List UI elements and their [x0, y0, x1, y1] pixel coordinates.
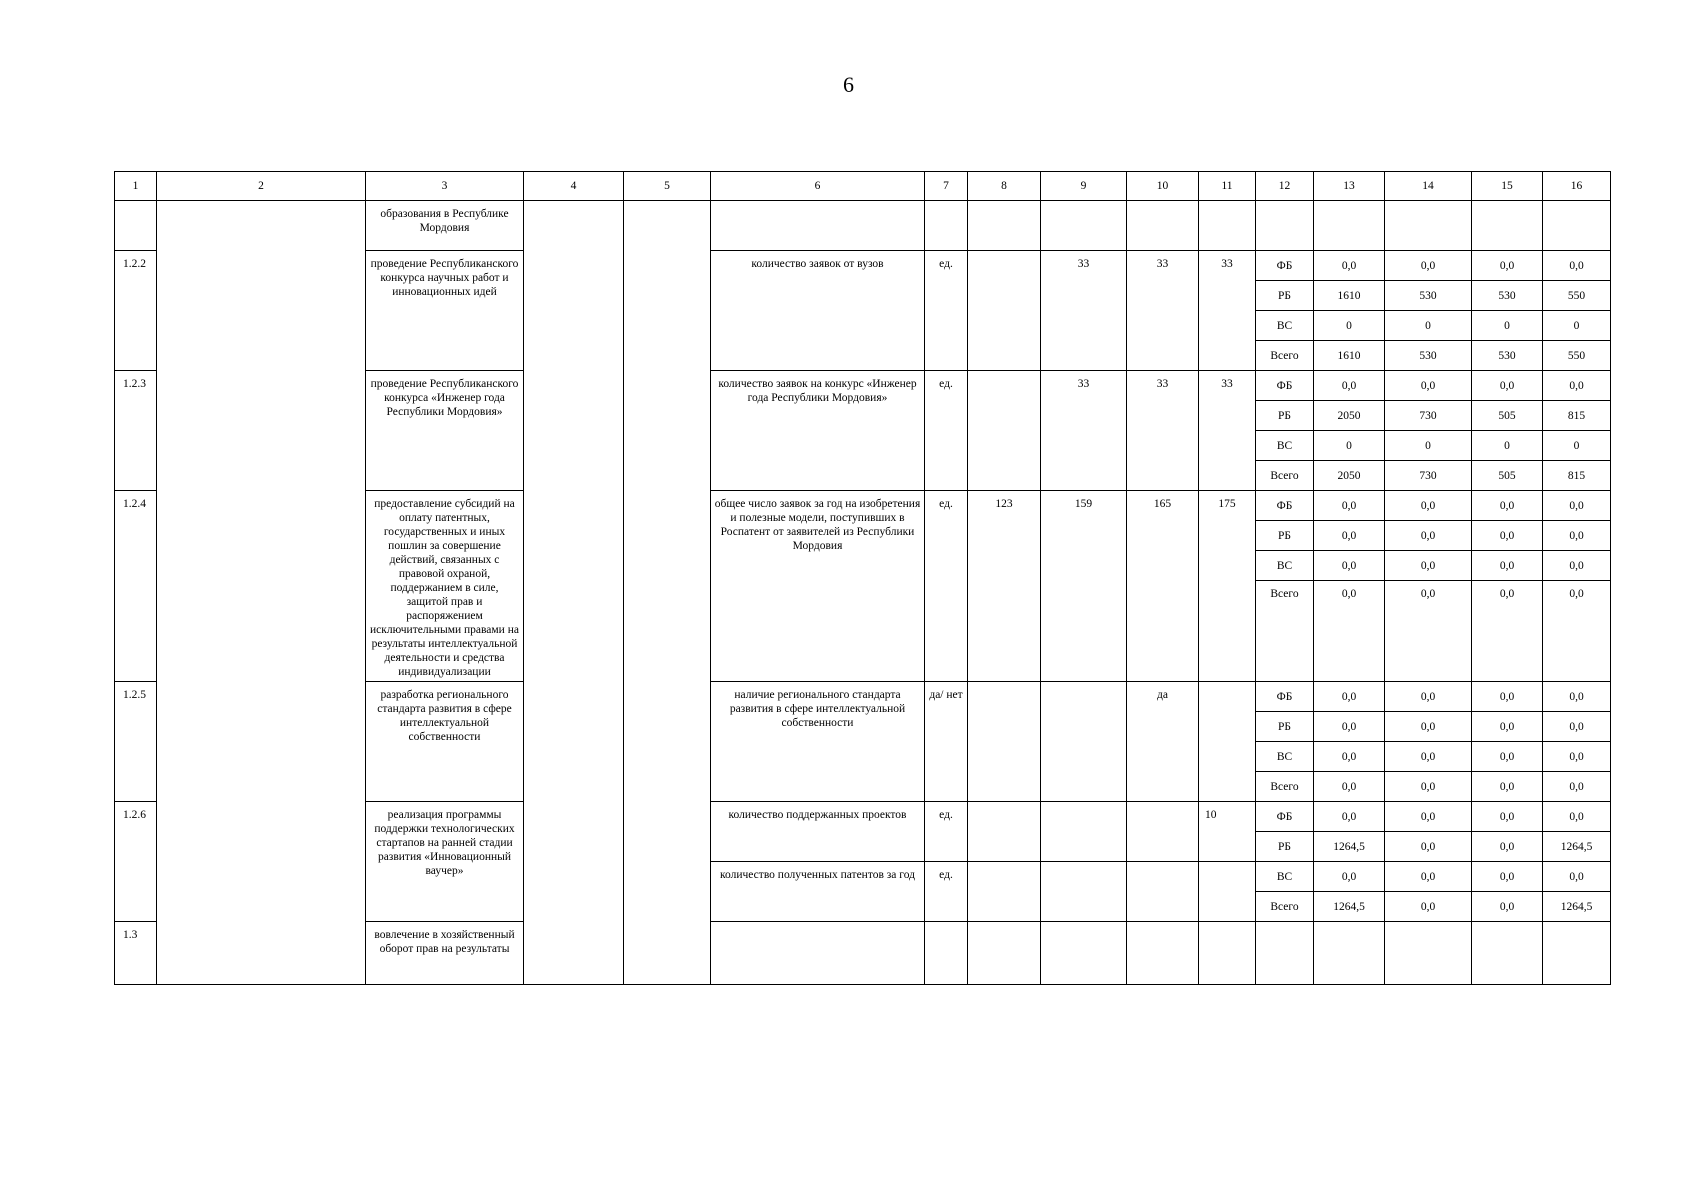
column-header: 6 [711, 172, 925, 201]
value-cell [1127, 862, 1199, 922]
value-cell: 159 [1041, 491, 1127, 682]
funding-value: 0,0 [1543, 862, 1611, 892]
value-cell: 33 [1199, 251, 1256, 371]
funding-source: РБ [1256, 521, 1314, 551]
funding-value: 0,0 [1543, 491, 1611, 521]
funding-value: 0,0 [1543, 581, 1611, 682]
funding-source: РБ [1256, 281, 1314, 311]
funding-value: 0 [1385, 431, 1472, 461]
funding-value: 0,0 [1385, 682, 1472, 712]
column-header: 9 [1041, 172, 1127, 201]
row-number: 1.2.3 [115, 371, 157, 491]
value-cell [1199, 862, 1256, 922]
funding-value: 0,0 [1385, 251, 1472, 281]
funding-source: ФБ [1256, 802, 1314, 832]
column-header: 13 [1314, 172, 1385, 201]
event-cell: разработка регионального стандарта развития в сфере интеллектуальной собственности [366, 682, 524, 802]
column-header: 4 [524, 172, 624, 201]
column-header: 16 [1543, 172, 1611, 201]
funding-source: ВС [1256, 431, 1314, 461]
unit-cell: да/ нет [925, 682, 968, 802]
funding-value: 0,0 [1385, 581, 1472, 682]
funding-value: 0,0 [1472, 862, 1543, 892]
column-header: 5 [624, 172, 711, 201]
funding-value: 0,0 [1314, 862, 1385, 892]
funding-value: 0,0 [1472, 892, 1543, 922]
funding-source: РБ [1256, 401, 1314, 431]
value-cell [1199, 682, 1256, 802]
funding-value: 0,0 [1385, 862, 1472, 892]
funding-source: ВС [1256, 551, 1314, 581]
funding-value: 0,0 [1543, 772, 1611, 802]
funding-value: 530 [1385, 281, 1472, 311]
funding-value: 0,0 [1385, 521, 1472, 551]
row-number: 1.2.2 [115, 251, 157, 371]
funding-value: 0,0 [1385, 491, 1472, 521]
funding-value: 0,0 [1385, 712, 1472, 742]
funding-value: 0,0 [1314, 682, 1385, 712]
funding-value: 0,0 [1543, 712, 1611, 742]
event-cell: проведение Республиканского конкурса научных работ и инновационных идей [366, 251, 524, 371]
funding-value: 530 [1472, 341, 1543, 371]
funding-value: 0,0 [1314, 742, 1385, 772]
row-number: 1.2.5 [115, 682, 157, 802]
goal-cell [157, 201, 366, 985]
funding-value: 0,0 [1314, 772, 1385, 802]
value-cell [968, 682, 1041, 802]
funding-value: 0,0 [1472, 581, 1543, 682]
row-number-cell [115, 201, 157, 251]
value-cell [968, 862, 1041, 922]
event-cell: реализация программы поддержки технологических стартапов на ранней стадии развития «Инновационный ваучер» [366, 802, 524, 922]
funding-value: 2050 [1314, 461, 1385, 491]
funding-value: 0 [1314, 311, 1385, 341]
funding-value: 530 [1385, 341, 1472, 371]
funding-source: РБ [1256, 712, 1314, 742]
column-header: 8 [968, 172, 1041, 201]
funding-value: 0,0 [1385, 371, 1472, 401]
funding-value: 0,0 [1543, 551, 1611, 581]
funding-source: ВС [1256, 311, 1314, 341]
indicator-cell: количество полученных патентов за год [711, 862, 925, 922]
row-number: 1.2.6 [115, 802, 157, 922]
unit-cell: ед. [925, 371, 968, 491]
funding-value: 730 [1385, 461, 1472, 491]
funding-value: 0,0 [1472, 772, 1543, 802]
funding-value: 815 [1543, 461, 1611, 491]
funding-value: 815 [1543, 401, 1611, 431]
period-cell [624, 201, 711, 985]
funding-value: 0,0 [1314, 551, 1385, 581]
indicator-cell: количество поддержанных проектов [711, 802, 925, 862]
funding-value: 0,0 [1385, 551, 1472, 581]
event-cell: предоставление субсидий на оплату патентных, государственных и иных пошлин за совершение действий, связанных с правовой охраной, поддержанием в силе, защитой прав и распоряжением исключительными правами на результаты интеллектуальной деятельности и средства индивидуализации [366, 491, 524, 682]
funding-value: 0,0 [1314, 521, 1385, 551]
funding-value: 0 [1314, 431, 1385, 461]
indicator-cell: количество заявок от вузов [711, 251, 925, 371]
funding-value: 0,0 [1314, 802, 1385, 832]
event-cell: проведение Республиканского конкурса «Инженер года Республики Мордовия» [366, 371, 524, 491]
value-cell: 175 [1199, 491, 1256, 682]
column-header: 14 [1385, 172, 1472, 201]
funding-source: Всего [1256, 461, 1314, 491]
funding-source: ФБ [1256, 682, 1314, 712]
value-cell [1041, 682, 1127, 802]
funding-value: 0,0 [1472, 521, 1543, 551]
column-header: 2 [157, 172, 366, 201]
value-cell: 123 [968, 491, 1041, 682]
column-header: 15 [1472, 172, 1543, 201]
funding-value: 0,0 [1472, 682, 1543, 712]
funding-value: 1610 [1314, 281, 1385, 311]
funding-value: 0,0 [1314, 251, 1385, 281]
value-cell: 33 [1041, 371, 1127, 491]
responsible-cell [524, 201, 624, 985]
funding-source: ФБ [1256, 251, 1314, 281]
funding-value: 550 [1543, 341, 1611, 371]
funding-value: 0,0 [1543, 521, 1611, 551]
column-header: 12 [1256, 172, 1314, 201]
value-cell [1127, 802, 1199, 862]
funding-source: ФБ [1256, 371, 1314, 401]
funding-value: 0,0 [1472, 742, 1543, 772]
event-cell: вовлечение в хозяйственный оборот прав на результаты [366, 922, 524, 985]
funding-value: 0,0 [1314, 712, 1385, 742]
unit-cell: ед. [925, 251, 968, 371]
event-cell: образования в Республике Мордовия [366, 201, 524, 251]
value-cell: 33 [1127, 371, 1199, 491]
unit-cell: ед. [925, 862, 968, 922]
column-header: 1 [115, 172, 157, 201]
funding-source: Всего [1256, 892, 1314, 922]
funding-value: 1264,5 [1543, 832, 1611, 862]
funding-value: 0,0 [1385, 742, 1472, 772]
funding-value: 0 [1472, 311, 1543, 341]
funding-source: Всего [1256, 341, 1314, 371]
unit-cell: ед. [925, 802, 968, 862]
funding-value: 1264,5 [1543, 892, 1611, 922]
funding-value: 505 [1472, 461, 1543, 491]
program-table [114, 171, 1611, 985]
funding-source: ВС [1256, 742, 1314, 772]
funding-value: 0,0 [1385, 892, 1472, 922]
value-cell: 165 [1127, 491, 1199, 682]
unit-cell: ед. [925, 491, 968, 682]
funding-source: Всего [1256, 581, 1314, 682]
funding-value: 0,0 [1472, 551, 1543, 581]
funding-value: 0 [1472, 431, 1543, 461]
value-cell [1041, 862, 1127, 922]
funding-value: 0 [1543, 431, 1611, 461]
funding-value: 0,0 [1385, 802, 1472, 832]
funding-value: 1610 [1314, 341, 1385, 371]
funding-value: 0,0 [1472, 251, 1543, 281]
funding-value: 0,0 [1385, 772, 1472, 802]
column-header: 10 [1127, 172, 1199, 201]
value-cell [968, 371, 1041, 491]
funding-value: 0,0 [1472, 491, 1543, 521]
column-header: 7 [925, 172, 968, 201]
value-cell: 33 [1127, 251, 1199, 371]
funding-value: 730 [1385, 401, 1472, 431]
funding-value: 0,0 [1543, 802, 1611, 832]
indicator-cell: количество заявок на конкурс «Инженер года Республики Мордовия» [711, 371, 925, 491]
funding-value: 2050 [1314, 401, 1385, 431]
funding-value: 530 [1472, 281, 1543, 311]
value-cell: 33 [1041, 251, 1127, 371]
indicator-cell: общее число заявок за год на изобретения и полезные модели, поступивших в Роспатент от заявителей из Республики Мордовия [711, 491, 925, 682]
value-cell [968, 802, 1041, 862]
funding-value: 0,0 [1314, 491, 1385, 521]
funding-value: 0,0 [1543, 742, 1611, 772]
funding-value: 505 [1472, 401, 1543, 431]
column-header: 11 [1199, 172, 1256, 201]
funding-value: 0,0 [1385, 832, 1472, 862]
funding-value: 1264,5 [1314, 832, 1385, 862]
value-cell [968, 251, 1041, 371]
value-cell: да [1127, 682, 1199, 802]
table-row [115, 201, 1611, 251]
column-header: 3 [366, 172, 524, 201]
row-number: 1.3 [115, 922, 157, 985]
funding-value: 0 [1385, 311, 1472, 341]
funding-value: 0,0 [1543, 371, 1611, 401]
funding-value: 0,0 [1472, 371, 1543, 401]
page-number: 6 [843, 72, 854, 97]
indicator-cell: наличие регионального стандарта развития в сфере интеллектуальной собственности [711, 682, 925, 802]
funding-value: 1264,5 [1314, 892, 1385, 922]
funding-value: 0,0 [1314, 581, 1385, 682]
row-number: 1.2.4 [115, 491, 157, 682]
funding-source: ФБ [1256, 491, 1314, 521]
funding-value: 0 [1543, 311, 1611, 341]
funding-value: 0,0 [1543, 251, 1611, 281]
header-row [115, 172, 1611, 201]
funding-source: РБ [1256, 832, 1314, 862]
funding-value: 550 [1543, 281, 1611, 311]
funding-source: ВС [1256, 862, 1314, 892]
funding-value: 0,0 [1472, 712, 1543, 742]
funding-value: 0,0 [1472, 832, 1543, 862]
value-cell: 33 [1199, 371, 1256, 491]
funding-value: 0,0 [1543, 682, 1611, 712]
value-cell: 10 [1199, 802, 1256, 862]
funding-value: 0,0 [1314, 371, 1385, 401]
value-cell [1041, 802, 1127, 862]
funding-value: 0,0 [1472, 802, 1543, 832]
funding-source: Всего [1256, 772, 1314, 802]
